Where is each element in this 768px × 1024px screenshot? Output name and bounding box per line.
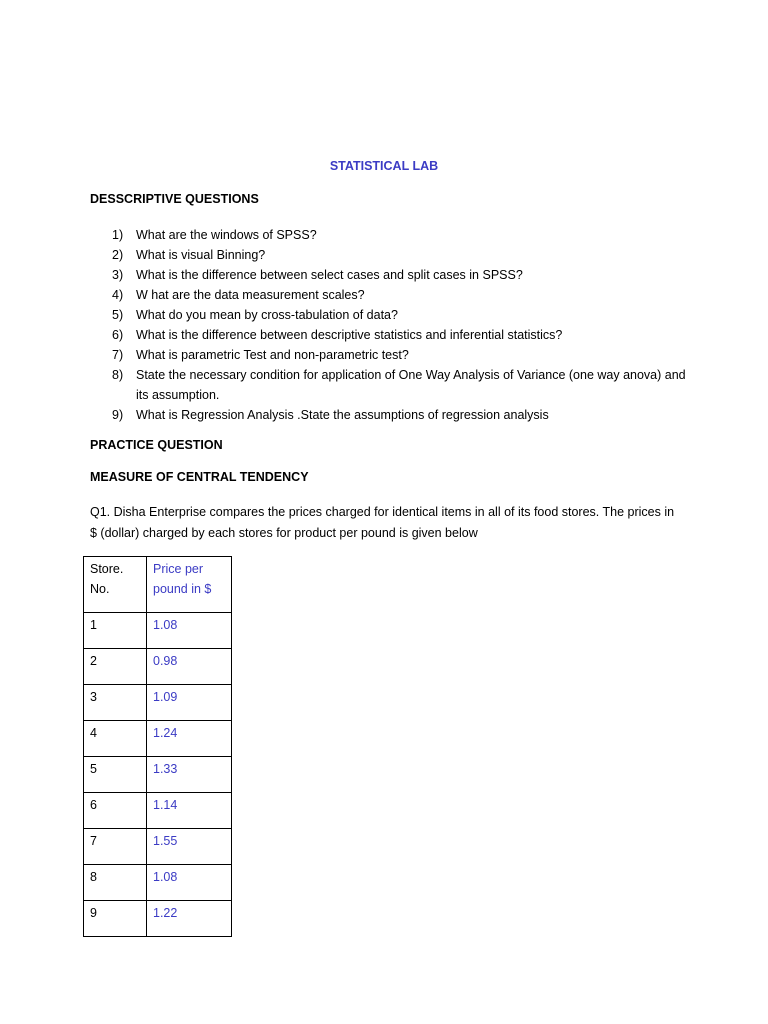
question-text: State the necessary condition for application of One Way Analysis of Variance (one way anova) and its assumption. [136,368,686,402]
store-number-cell: 5 [84,757,147,793]
list-item [112,225,692,245]
question-number: 1) [112,228,124,242]
list-item [112,305,692,325]
price-cell: 1.08 [147,865,232,901]
store-number-cell: 3 [84,685,147,721]
store-number-cell: 9 [84,901,147,937]
price-cell: 1.33 [147,757,232,793]
table-header-row [84,557,232,613]
table-row [84,865,232,901]
price-cell: 1.24 [147,721,232,757]
question-text: What is parametric Test and non-parametric test? [136,348,409,362]
list-item [112,245,692,265]
document-title: STATISTICAL LAB [329,159,439,173]
question-number: 8) [112,368,124,382]
table-row [84,649,232,685]
store-number-cell: 7 [84,829,147,865]
list-item [112,365,692,405]
price-cell: 0.98 [147,649,232,685]
table-row [84,829,232,865]
store-number-cell: 2 [84,649,147,685]
price-cell: 1.09 [147,685,232,721]
question-text: What is the difference between descriptive statistics and inferential statistics? [136,328,563,342]
question-text: What is Regression Analysis .State the assumptions of regression analysis [136,408,549,422]
store-number-cell: 1 [84,613,147,649]
store-number-cell: 8 [84,865,147,901]
list-item [112,265,692,285]
question-number: 6) [112,328,124,342]
table-row [84,613,232,649]
question-text: W hat are the data measurement scales? [136,288,365,302]
question-text: What is visual Binning? [136,248,266,262]
question-number: 2) [112,248,124,262]
question-text: What are the windows of SPSS? [136,228,317,242]
practice-question-heading: PRACTICE QUESTION [90,438,223,452]
question-text: What is the difference between select cases and split cases in SPSS? [136,268,523,282]
price-cell: 1.08 [147,613,232,649]
store-number-cell: 6 [84,793,147,829]
store-no-header: Store. No. [84,557,147,613]
descriptive-question-list [112,225,692,425]
list-item [112,405,692,425]
question-number: 4) [112,288,124,302]
price-header: Price per pound in $ [147,557,232,613]
store-number-cell: 4 [84,721,147,757]
price-cell: 1.55 [147,829,232,865]
table-row [84,757,232,793]
table-row [84,721,232,757]
list-item [112,325,692,345]
price-table [83,556,232,937]
question-number: 5) [112,308,124,322]
price-cell: 1.14 [147,793,232,829]
question-number: 7) [112,348,124,362]
question-number: 9) [112,408,124,422]
table-row [84,685,232,721]
question-1-text: Q1. Disha Enterprise compares the prices charged for identical items in all of its food stores. The prices in $ (dollar) charged by each stores for product per pound is given below [90,505,675,540]
list-item [112,345,692,365]
price-cell: 1.22 [147,901,232,937]
question-text: What do you mean by cross-tabulation of data? [136,308,398,322]
list-item [112,285,692,305]
table-row [84,793,232,829]
question-number: 3) [112,268,124,282]
descriptive-questions-heading: DESSCRIPTIVE QUESTIONS [90,192,259,206]
central-tendency-heading: MEASURE OF CENTRAL TENDENCY [90,470,309,484]
table-row [84,901,232,937]
